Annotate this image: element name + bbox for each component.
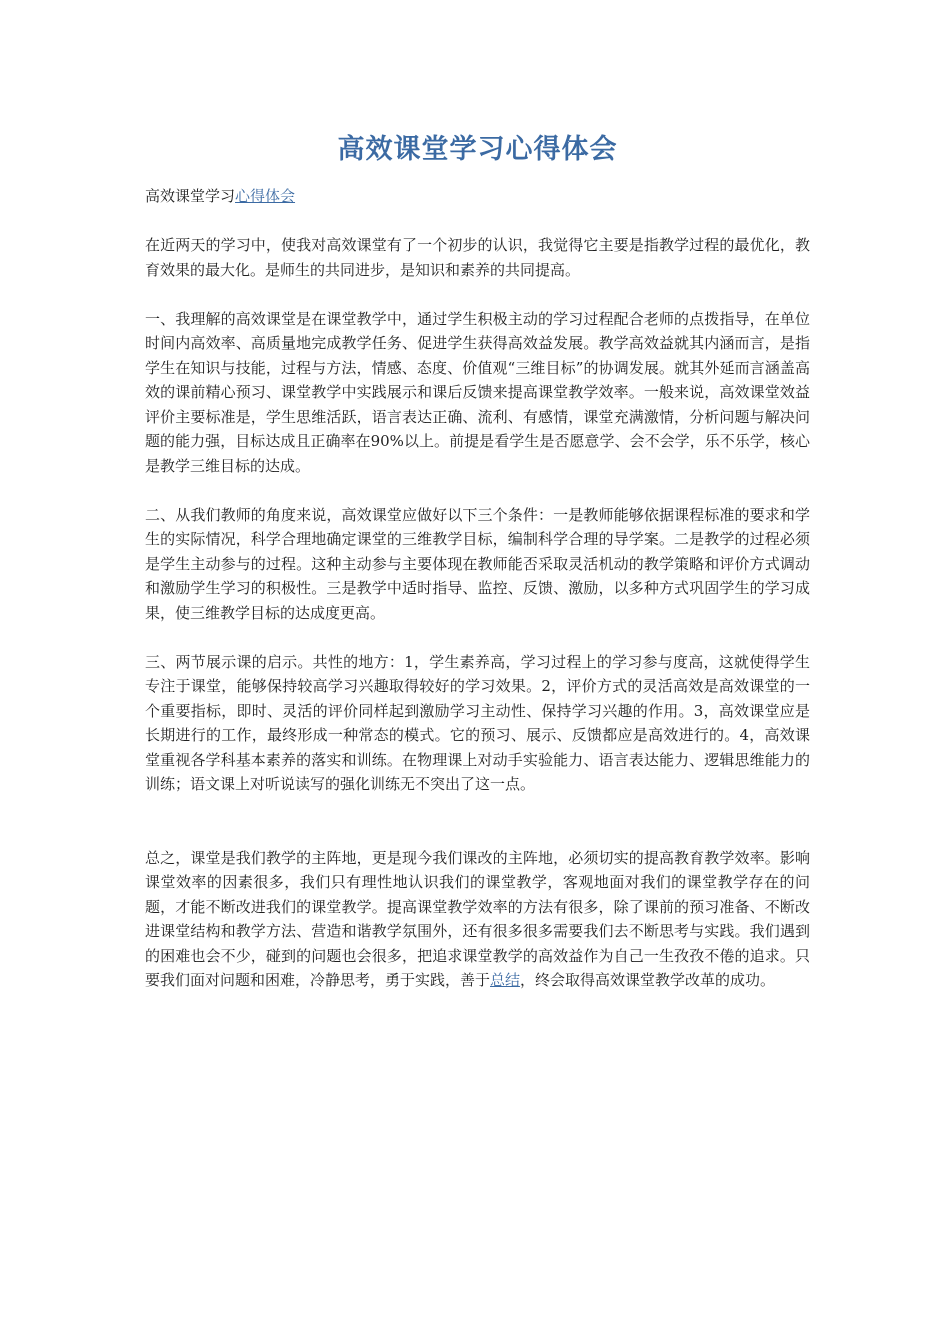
subtitle-prefix: 高效课堂学习 — [145, 187, 236, 205]
document-title: 高效课堂学习心得体会 — [337, 134, 618, 165]
spacer — [145, 797, 810, 846]
paragraph-section-1: 一、我理解的高效课堂是在课堂教学中，通过学生积极主动的学习过程配合老师的点拨指导，在单位时间内高效率、高质量地完成教学任务、促进学生获得高效益发展。教学高效益就其内涵而言，是指学生在知识与技能，过程与方法，情感、态度、价值观“三维目标”的协调发展。就其外延而言涵盖高效的课前精心预习、课堂教学中实践展示和课后反馈来提高课堂教学效率。一般来说，高效课堂效益评价主要标准是，学生思维活跃，语言表达正确、流利、有感情，课堂充满激情，分析问题与解决问题的能力强，目标达成且正确率在90%以上。前提是看学生是否愿意学、会不会学，乐不乐学，核心是教学三维目标的达成。 — [145, 309, 810, 475]
conclusion-text-end: ，终会取得高效课堂教学改革的成功。 — [520, 971, 776, 989]
spacer — [145, 478, 810, 503]
paragraph-conclusion — [145, 846, 810, 993]
paragraph-section-3: 三、两节展示课的启示。共性的地方：1，学生素养高，学习过程上的学习参与度高，这就使得学生专注于课堂，能够保持较高学习兴趣取得较好的学习效果。2，评价方式的灵活高效是高效课堂的一个重要指标，即时、灵活的评价同样起到激励学习主动性、保持学习兴趣的作用。3，高效课堂应是长期进行的工作，最终形成一种常态的模式。它的预习、展示、反馈都应是高效进行的。4，高效课堂重视各学科基本素养的落实和训练。在物理课上对动手实验能力、语言表达能力、逻辑思维能力的训练；语文课上对听说读写的强化训练无不突出了这一点。 — [145, 652, 810, 793]
conclusion-link[interactable]: 总结 — [490, 971, 521, 989]
conclusion-text: 总之，课堂是我们教学的主阵地，更是现今我们课改的主阵地，必须切实的提高教育教学效率。影响课堂效率的因素很多，我们只有理性地认识我们的课堂教学，客观地面对我们的课堂教学存在的问题，才能不断改进我们的课堂教学。提高课堂教学效率的方法有很多，除了课前的预习准备、不断改进课堂结构和教学方法、营造和谐教学氛围外，还有很多很多需要我们去不断思考与实践。我们遇到的困难也会不少，碰到的问题也会很多，把追求课堂教学的高效益作为自己一生孜孜不倦的追求。只要我们面对问题和困难，冷静思考，勇于实践，善于 — [145, 848, 810, 989]
paragraph-section-2: 二、从我们教师的角度来说，高效课堂应做好以下三个条件：一是教师能够依据课程标准的要求和学生的实际情况，科学合理地确定课堂的三维教学目标，编制科学合理的导学案。二是教学的过程必须是学生主动参与的过程。这种主动参与主要体现在教师能否采取灵活机动的教学策略和评价方式调动和激励学生学习的积极性。三是教学中适时指导、监控、反馈、激励，以多种方式巩固学生的学习成果，使三维教学目标的达成度更高。 — [145, 505, 810, 622]
spacer — [145, 282, 810, 307]
subtitle-link[interactable]: 心得体会 — [235, 187, 296, 205]
subtitle-line — [145, 184, 810, 209]
paragraph-intro: 在近两天的学习中，使我对高效课堂有了一个初步的认识，我觉得它主要是指教学过程的最优化，教育效果的最大化。是师生的共同进步，是知识和素养的共同提高。 — [145, 236, 810, 279]
document-page — [145, 128, 810, 993]
spacer — [145, 209, 810, 234]
spacer — [145, 625, 810, 650]
